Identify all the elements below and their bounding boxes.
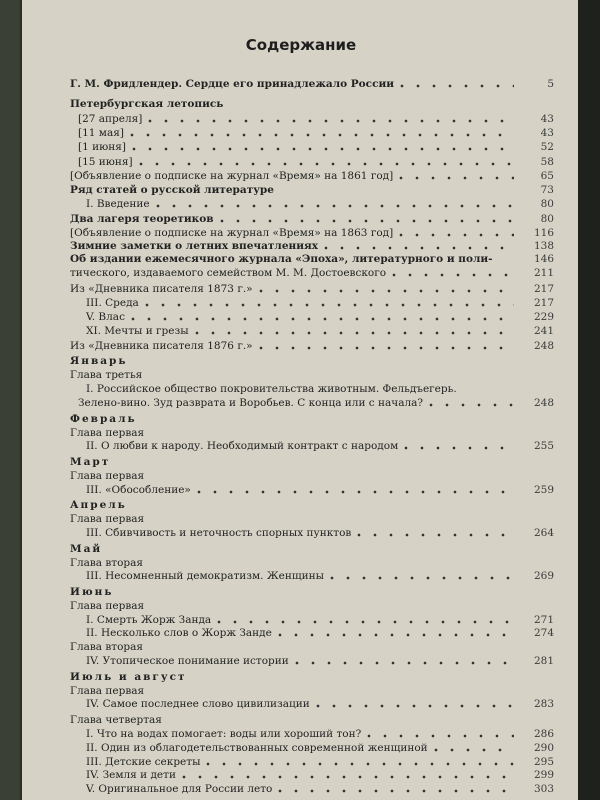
toc-entry	[86, 296, 554, 310]
toc-page-number: 52	[540, 141, 554, 153]
toc-page-number: 211	[533, 267, 554, 279]
toc-entry	[86, 782, 554, 796]
toc-entry	[86, 382, 520, 396]
toc-page-number: 286	[533, 728, 554, 740]
toc-entry-title: Ряд статей о русской литературе	[70, 184, 274, 196]
toc-page-number: 116	[533, 227, 554, 239]
toc-entry-title: Январь	[70, 355, 128, 367]
toc-page-number: 80	[540, 213, 554, 225]
toc-entry-title: Глава первая	[70, 513, 145, 525]
toc-entry-title: Г. М. Фридлендер. Сердце его принадлежало России	[70, 78, 395, 90]
toc-entry-title: II. Несколько слов о Жорж Занде	[86, 627, 272, 639]
toc-entry-title: [Объявление о подписке на журнал «Время» на 1861 год]	[70, 170, 394, 182]
toc-entry	[70, 239, 554, 253]
toc-page-number: 217	[533, 283, 554, 295]
dot-leader	[145, 296, 514, 310]
toc-entry-title: Зимние заметки о летних впечатлениях	[70, 240, 318, 252]
toc-entry	[86, 613, 554, 627]
toc-entry	[70, 368, 520, 382]
toc-entry	[86, 569, 554, 583]
toc-page-number: 80	[540, 198, 554, 210]
dot-leader	[295, 654, 514, 668]
toc-entry-title: III. Детские секреты	[86, 756, 201, 768]
dot-leader	[357, 526, 514, 540]
dot-leader	[132, 140, 514, 154]
page-title: Содержание	[245, 36, 357, 54]
toc-entry	[70, 455, 520, 469]
toc-entry	[70, 599, 520, 613]
toc-entry-title: IV. Самое последнее слово цивилизации	[86, 698, 310, 710]
toc-entry	[78, 112, 554, 126]
toc-entry-title: III. Сбивчивость и неточность спорных пунктов	[86, 527, 352, 539]
toc-entry-title: Петербургская летопись	[70, 98, 224, 110]
book-spine	[578, 0, 600, 800]
dot-leader	[206, 755, 514, 769]
toc-page-number: 73	[540, 184, 554, 196]
toc-entry	[70, 670, 520, 684]
dot-leader	[148, 112, 514, 126]
toc-entry-title: V. Влас	[86, 311, 125, 323]
toc-entry	[70, 183, 554, 197]
toc-entry-title: I. Введение	[86, 198, 150, 210]
toc-entry-title: I. Российское общество покровительства животным. Фельдъегерь.	[86, 383, 457, 395]
toc-entry-title: Май	[70, 543, 103, 555]
toc-entry-title: I. Что на водах помогает: воды или хороший тон?	[86, 728, 362, 740]
toc-entry	[70, 339, 554, 353]
toc-entry-title: XI. Мечты и грезы	[86, 325, 189, 337]
toc-page-number: 264	[533, 527, 554, 539]
toc-entry-title: Из «Дневника писателя 1873 г.»	[70, 283, 253, 295]
toc-entry-title: [27 апреля]	[78, 113, 143, 125]
dot-leader	[316, 697, 514, 711]
toc-entry-title: Об издании ежемесячного журнала «Эпоха», литературного и поли-	[70, 253, 493, 265]
toc-entry-title: Февраль	[70, 413, 137, 425]
dot-leader	[404, 439, 514, 453]
toc-entry	[70, 585, 520, 599]
dot-leader	[434, 741, 514, 755]
toc-page-number: 43	[540, 127, 554, 139]
toc-entry	[70, 169, 554, 183]
toc-entry-title: Глава первая	[70, 600, 145, 612]
dot-leader	[399, 226, 514, 240]
toc-page-number: 303	[533, 783, 554, 795]
toc-entry	[70, 252, 554, 266]
toc-entry	[86, 697, 554, 711]
dot-leader	[330, 569, 514, 583]
toc-entry-title: [1 июня]	[78, 141, 126, 153]
toc-entry	[86, 741, 554, 755]
dot-leader	[259, 339, 514, 353]
toc-entry	[86, 768, 554, 782]
dot-leader	[429, 396, 514, 410]
toc-entry	[70, 498, 520, 512]
toc-entry	[78, 140, 554, 154]
dot-leader	[131, 310, 514, 324]
toc-entry	[70, 512, 520, 526]
dot-leader	[259, 282, 514, 296]
toc-entry-title: II. О любви к народу. Необходимый контракт с народом	[86, 440, 399, 452]
dot-leader	[400, 77, 514, 91]
toc-entry-title: Июль и август	[70, 671, 187, 683]
toc-entry-title: [11 мая]	[78, 127, 124, 139]
toc-entry-title: Зелено-вино. Зуд разврата и Воробьев. С конца или с начала?	[78, 397, 424, 409]
toc-entry	[86, 654, 554, 668]
toc-entry-title: Из «Дневника писателя 1876 г.»	[70, 340, 253, 352]
toc-page-number: 65	[540, 170, 554, 182]
toc-entry	[70, 412, 520, 426]
dot-leader	[139, 155, 514, 169]
toc-entry-title: III. Несомненный демократизм. Женщины	[86, 570, 324, 582]
toc-entry	[78, 126, 554, 140]
dot-leader	[130, 126, 514, 140]
toc-entry	[86, 755, 554, 769]
dot-leader	[399, 169, 514, 183]
toc-page-number: 274	[533, 627, 554, 639]
dot-leader	[182, 768, 514, 782]
toc-entry-title: Глава третья	[70, 369, 143, 381]
toc-page-number: 283	[533, 698, 554, 710]
toc-entry	[70, 556, 520, 570]
toc-entry-title: Глава вторая	[70, 641, 144, 653]
toc-page-number: 259	[533, 484, 554, 496]
toc-entry-title: IV. Утопическое понимание истории	[86, 655, 289, 667]
toc-entry	[70, 640, 520, 654]
dot-leader	[156, 197, 514, 211]
toc-entry-title: III. «Обособление»	[86, 484, 191, 496]
toc-page-number: 58	[540, 156, 554, 168]
dot-leader	[217, 613, 514, 627]
dot-leader	[278, 626, 514, 640]
toc-entry-title: IV. Земля и дети	[86, 769, 176, 781]
toc-entry-title: [15 июня]	[78, 156, 133, 168]
toc-entry	[86, 727, 554, 741]
toc-page-number: 248	[533, 397, 554, 409]
dot-leader	[367, 727, 514, 741]
toc-page-number: 241	[533, 325, 554, 337]
toc-page-number: 255	[533, 440, 554, 452]
toc-entry	[70, 226, 554, 240]
toc-page-number: 269	[533, 570, 554, 582]
toc-page-number: 290	[533, 742, 554, 754]
book-page	[22, 0, 580, 800]
dot-leader	[197, 483, 514, 497]
toc-entry-title: II. Один из облагодетельствованных современной женщиной	[86, 742, 428, 754]
toc-entry	[86, 197, 554, 211]
toc-entry	[86, 324, 554, 338]
toc-entry	[86, 310, 554, 324]
toc-entry	[70, 77, 554, 91]
toc-entry	[70, 266, 554, 280]
toc-page-number: 271	[533, 614, 554, 626]
toc-entry-title: Глава четвертая	[70, 714, 162, 726]
toc-page-number: 281	[533, 655, 554, 667]
toc-entry-title: Март	[70, 456, 111, 468]
toc-entry	[70, 354, 520, 368]
toc-page-number: 5	[547, 78, 554, 90]
page-edge-strip	[0, 0, 20, 800]
toc-entry-title: Глава первая	[70, 470, 145, 482]
toc-entry	[86, 526, 554, 540]
toc-entry-title: V. Оригинальное для России лето	[86, 783, 273, 795]
toc-page-number: 146	[533, 253, 554, 265]
toc-entry	[86, 439, 554, 453]
toc-page-number: 248	[533, 340, 554, 352]
toc-page-number: 138	[533, 240, 554, 252]
toc-entry	[78, 396, 554, 410]
toc-entry	[70, 713, 520, 727]
toc-entry-title: Глава первая	[70, 427, 145, 439]
dot-leader	[195, 324, 514, 338]
toc-entry-title: Глава первая	[70, 685, 145, 697]
toc-entry-title: III. Среда	[86, 297, 139, 309]
toc-entry	[70, 282, 554, 296]
toc-entry	[86, 483, 554, 497]
toc-page-number: 229	[533, 311, 554, 323]
toc-entry	[70, 469, 520, 483]
toc-entry	[78, 155, 554, 169]
toc-entry-title: Два лагеря теоретиков	[70, 213, 214, 225]
toc-entry	[70, 542, 520, 556]
toc-entry-title: I. Смерть Жорж Занда	[86, 614, 212, 626]
toc-entry	[86, 626, 554, 640]
toc-entry	[70, 97, 520, 111]
toc-entry-title: Июнь	[70, 586, 114, 598]
toc-entry	[70, 426, 520, 440]
toc-entry-title: Глава вторая	[70, 557, 144, 569]
toc-page-number: 43	[540, 113, 554, 125]
dot-leader	[324, 239, 514, 253]
toc-entry-title: Апрель	[70, 499, 127, 511]
dot-leader	[278, 782, 514, 796]
toc-page-number: 295	[533, 756, 554, 768]
dot-leader	[392, 266, 514, 280]
toc-entry	[70, 212, 554, 226]
toc-entry-title: [Объявление о подписке на журнал «Время» на 1863 год]	[70, 227, 394, 239]
toc-entry-title: тического, издаваемого семейством М. М. Достоевского	[70, 267, 387, 279]
toc-page-number: 299	[533, 769, 554, 781]
toc-page-number: 217	[533, 297, 554, 309]
toc-entry	[70, 684, 520, 698]
dot-leader	[220, 212, 514, 226]
